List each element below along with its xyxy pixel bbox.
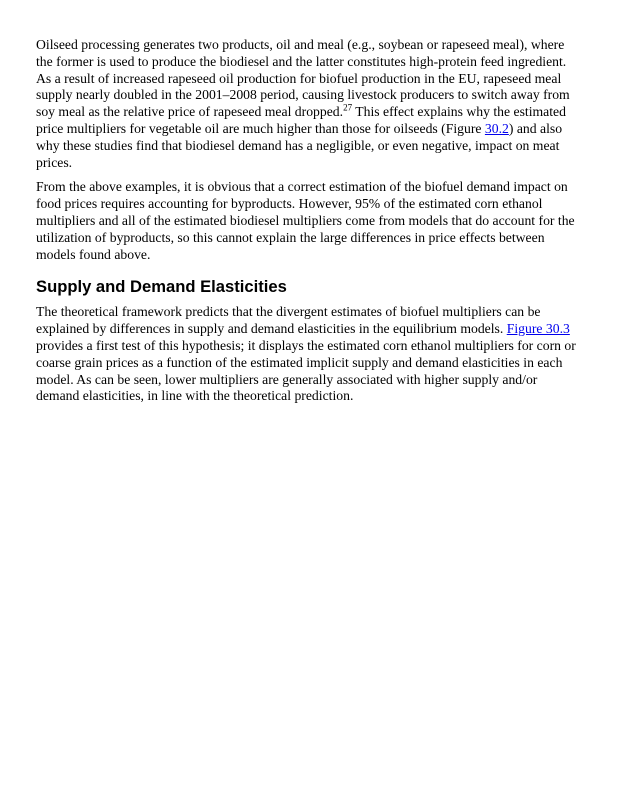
- paragraph-byproducts-text-1: Oilseed processing generates two products, oil and meal (e.g., soybean or rapeseed meal), where the former is used to produce the biodiesel and the latter constitutes high-protein feed ingredient. As a result of increased rapeseed oil production for biofuel production in the EU, rapeseed meal supply nearly doubled in the 2001–2008 period, causing livestock producers to switch away from soy meal as the relative price of rapeseed meal dropped.: [36, 37, 570, 120]
- paragraph-elasticities-text-1: The theoretical framework predicts that the divergent estimates of biofuel multipliers can be explained by differences in supply and demand elasticities in the equilibrium models.: [36, 304, 541, 337]
- paragraph-elasticities: [36, 304, 581, 405]
- figure-30-2-link[interactable]: 30.2: [484, 120, 509, 136]
- section-heading: Supply and Demand Elasticities: [36, 277, 287, 297]
- figure-30-3-link[interactable]: Figure 30.3: [506, 321, 570, 337]
- document-page: [36, 37, 581, 413]
- paragraph-byproducts-text-3: ) and also why these studies find that biodiesel demand has a negligible, or even negative, impact on meat prices.: [36, 120, 563, 170]
- paragraph-byproducts-text-2: This effect explains why the estimated price multipliers for vegetable oil are much higher than those for oilseeds (Figure: [36, 104, 566, 136]
- paragraph-byproducts: [36, 37, 581, 171]
- paragraph-elasticities-text-2: provides a first test of this hypothesis; it displays the estimated corn ethanol multipliers for corn or coarse grain prices as a function of the estimated implicit supply and demand elasticities in each model. As can be seen, lower multipliers are generally associated with higher supply and/or demand elasticities, in line with the theoretical prediction.: [36, 337, 576, 404]
- paragraph-estimation-text: From the above examples, it is obvious that a correct estimation of the biofuel demand impact on food prices requires accounting for byproducts. However, 95% of the estimated corn ethanol multipliers and all of the estimated biodiesel multipliers come from models that do account for the utilization of byproducts, so this cannot explain the large differences in price effects between models found above.: [36, 179, 575, 262]
- footnote-marker-27[interactable]: 27: [343, 102, 353, 113]
- paragraph-estimation: [36, 179, 581, 263]
